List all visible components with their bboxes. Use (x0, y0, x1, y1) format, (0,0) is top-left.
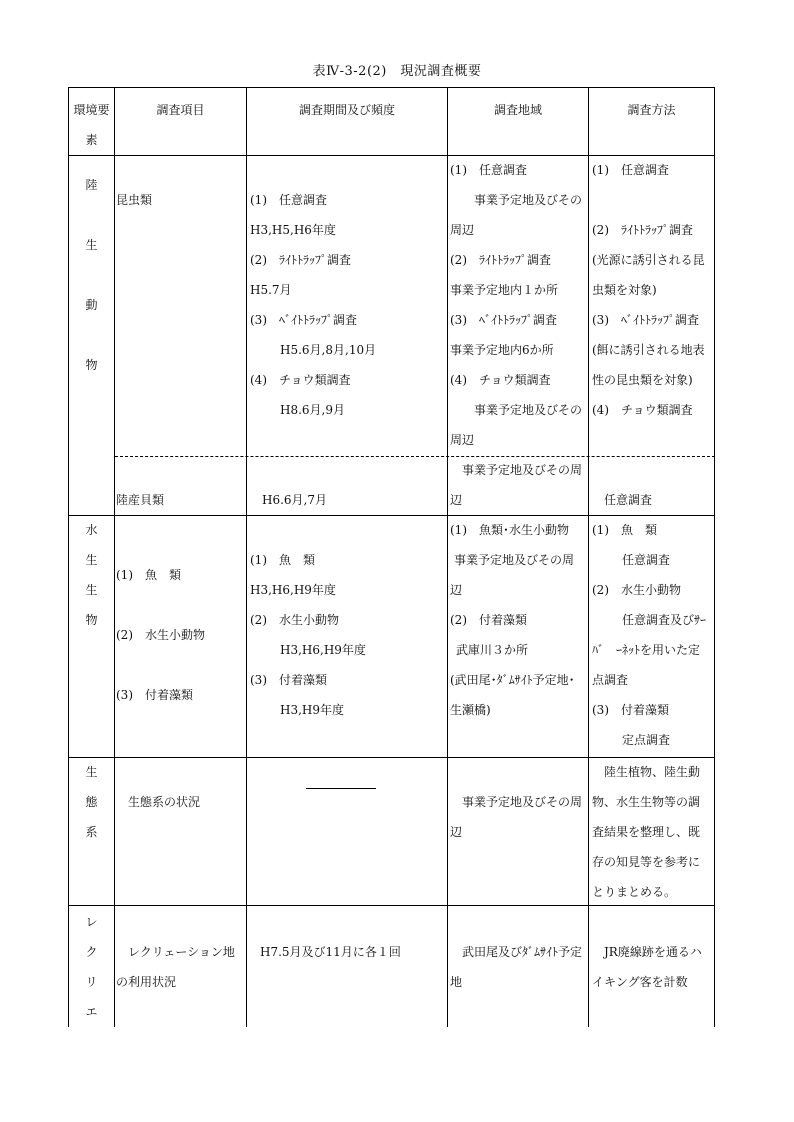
column-divider (588, 87, 589, 1027)
header-item: 調査項目 (156, 103, 205, 117)
column-divider (447, 87, 448, 1027)
method-sui: (1) 魚 類 任意調査 (2) 水生小動物 任意調査及びｻｰ ﾊﾞ ｰﾈｯﾄを用いた定 点調査 (3) 付着藻類 定点調査 (592, 523, 707, 747)
empty-mark-line (306, 788, 376, 789)
area-kai: 事業予定地及びその周 辺 (450, 463, 583, 507)
area-rec: 武田尾及びﾀﾞﾑｻｲﾄ予定 地 (450, 945, 583, 989)
method-rec: JR廃線跡を通るハ イキング客を計数 (592, 945, 702, 989)
table-border-top (68, 87, 715, 88)
item-recreation: レクリェーション地 の利用状況 (116, 945, 235, 989)
period-rec: H7.5月及び11月に各１回 (260, 945, 401, 959)
method-kai: 任意調査 (604, 493, 653, 507)
column-divider (246, 87, 247, 1027)
period-kai: H6.6月,7月 (262, 493, 327, 507)
column-divider (114, 87, 115, 1027)
period-riku: (1) 任意調査 H3,H5,H6年度 (2) ﾗｲﾄﾄﾗｯﾌﾟ調査 H5.7月 (3) ﾍﾞｲﾄﾄﾗｯﾌﾟ調査 H5.6月,8月,10月 (4) チョウ類調査 H8.6月,9月 (250, 193, 377, 417)
element-riku: 陸 生 動 物 (85, 178, 98, 372)
column-divider (714, 87, 715, 1027)
period-sui: (1) 魚 類 H3,H6,H9年度 (2) 水生小動物 H3,H6,H9年度 (3) 付着藻類 H3,H9年度 (250, 553, 366, 717)
item-sui: (1) 魚 類 (2) 水生小動物 (3) 付着藻類 (116, 568, 205, 702)
element-rec: レ ク リ エ (85, 915, 98, 1019)
dashed-divider (115, 456, 715, 457)
item-land-snails: 陸産貝類 (116, 493, 165, 507)
header-area: 調査地域 (493, 103, 542, 117)
element-sui: 水 生 生 物 (85, 523, 98, 627)
header-element: 環境要 素 (73, 103, 110, 147)
method-sei: 陸生植物、陸生動 物、水生生物等の調 査結果を整理し、既 存の知見等を参考に とりまとめる。 (592, 765, 701, 899)
element-sei: 生 態 系 (85, 765, 98, 839)
header-method: 調査方法 (627, 103, 676, 117)
area-sei: 事業予定地及びその周 辺 (450, 795, 583, 839)
header-period: 調査期間及び頻度 (298, 103, 395, 117)
item-insects: 昆虫類 (116, 193, 153, 207)
item-ecosystem: 生態系の状況 (128, 795, 201, 809)
area-riku: (1) 任意調査 事業予定地及びその 周辺 (2) ﾗｲﾄﾄﾗｯﾌﾟ調査 事業予定地内１か所 (3) ﾍﾞｲﾄﾄﾗｯﾌﾟ調査 事業予定地内6か所 (4) チョウ類調査 事業予定地及びその 周辺 (450, 163, 583, 447)
table-title: 表Ⅳ-3-2(2) 現況調査概要 (312, 64, 482, 79)
area-sui: (1) 魚類･水生小動物 事業予定地及びその周 辺 (2) 付着藻類 武庫川３か所 (武田尾･ﾀﾞﾑｻｲﾄ予定地･ 生瀬橋) (450, 523, 575, 717)
method-riku: (1) 任意調査 (2) ﾗｲﾄﾄﾗｯﾌﾟ調査 (光源に誘引される昆 虫類を対象) (3) ﾍﾞｲﾄﾄﾗｯﾌﾟ調査 (餌に誘引される地表 性の昆虫類を対象) (4) チョウ類調査 (592, 163, 705, 417)
